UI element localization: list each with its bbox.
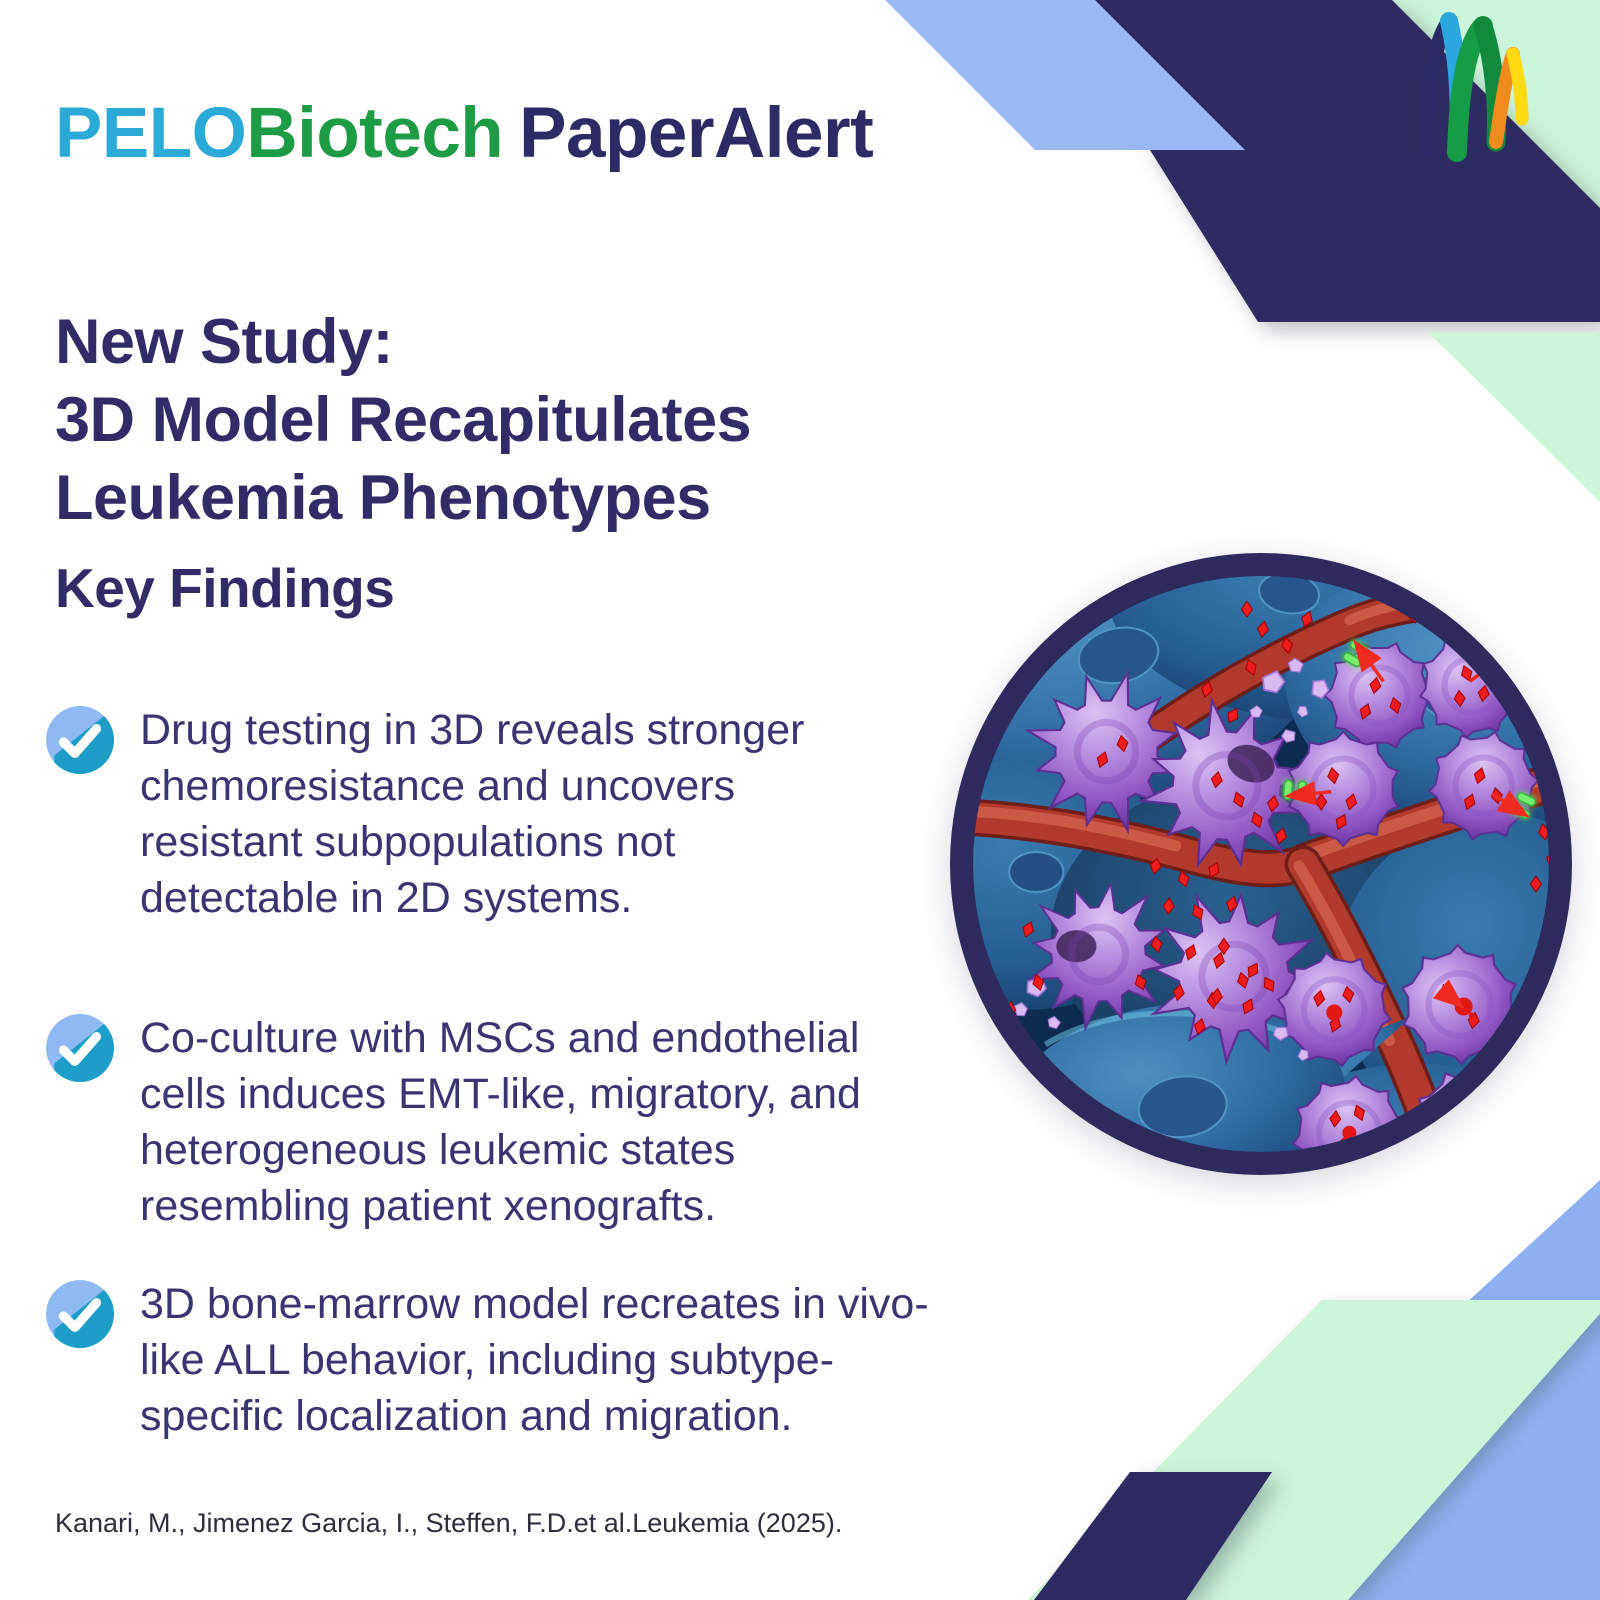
- finding-item-2: [46, 1010, 861, 1234]
- finding-line: Drug testing in 3D reveals stronger: [140, 706, 805, 754]
- check-circle-icon: [46, 1280, 114, 1348]
- finding-line: heterogeneous leukemic states: [140, 1126, 736, 1174]
- finding-line: like ALL behavior, including subtype-: [140, 1336, 835, 1384]
- check-circle-icon: [46, 1014, 114, 1082]
- finding-line: Co-culture with MSCs and endothelial: [140, 1014, 860, 1062]
- finding-line: detectable in 2D systems.: [140, 874, 633, 922]
- check-circle-icon: [46, 706, 114, 774]
- key-findings-title: Key Findings: [55, 557, 395, 619]
- top-right-decoration: [885, 0, 1600, 502]
- finding-text: [140, 702, 804, 926]
- headline: [55, 303, 751, 537]
- pelobiotech-ribbon-logo: [1426, 21, 1522, 152]
- finding-line: 3D bone-marrow model recreates in vivo-: [140, 1280, 929, 1328]
- finding-line: specific localization and migration.: [140, 1392, 793, 1440]
- brand-biotech: Biotech: [246, 94, 504, 173]
- finding-item-1: [46, 702, 804, 926]
- brand-pelo: PELO: [55, 94, 247, 173]
- headline-line-3: Leukemia Phenotypes: [55, 463, 711, 533]
- finding-line: cells induces EMT-like, migratory, and: [140, 1070, 861, 1118]
- finding-item-3: [46, 1276, 929, 1444]
- brand-paperalert: PaperAlert: [519, 94, 874, 173]
- finding-text: [140, 1276, 929, 1444]
- bone-marrow-figure: [950, 553, 1572, 1175]
- brand-title: [55, 93, 873, 174]
- headline-line-1: New Study:: [55, 307, 394, 377]
- finding-line: resembling patient xenografts.: [140, 1182, 717, 1230]
- finding-text: [140, 1010, 861, 1234]
- citation: Kanari, M., Jimenez Garcia, I., Steffen, F.D.et al.Leukemia (2025).: [55, 1508, 843, 1538]
- finding-line: resistant subpopulations not: [140, 818, 676, 866]
- headline-line-2: 3D Model Recapitulates: [55, 385, 752, 455]
- finding-line: chemoresistance and uncovers: [140, 762, 736, 810]
- bottom-right-decoration: [1028, 1180, 1600, 1600]
